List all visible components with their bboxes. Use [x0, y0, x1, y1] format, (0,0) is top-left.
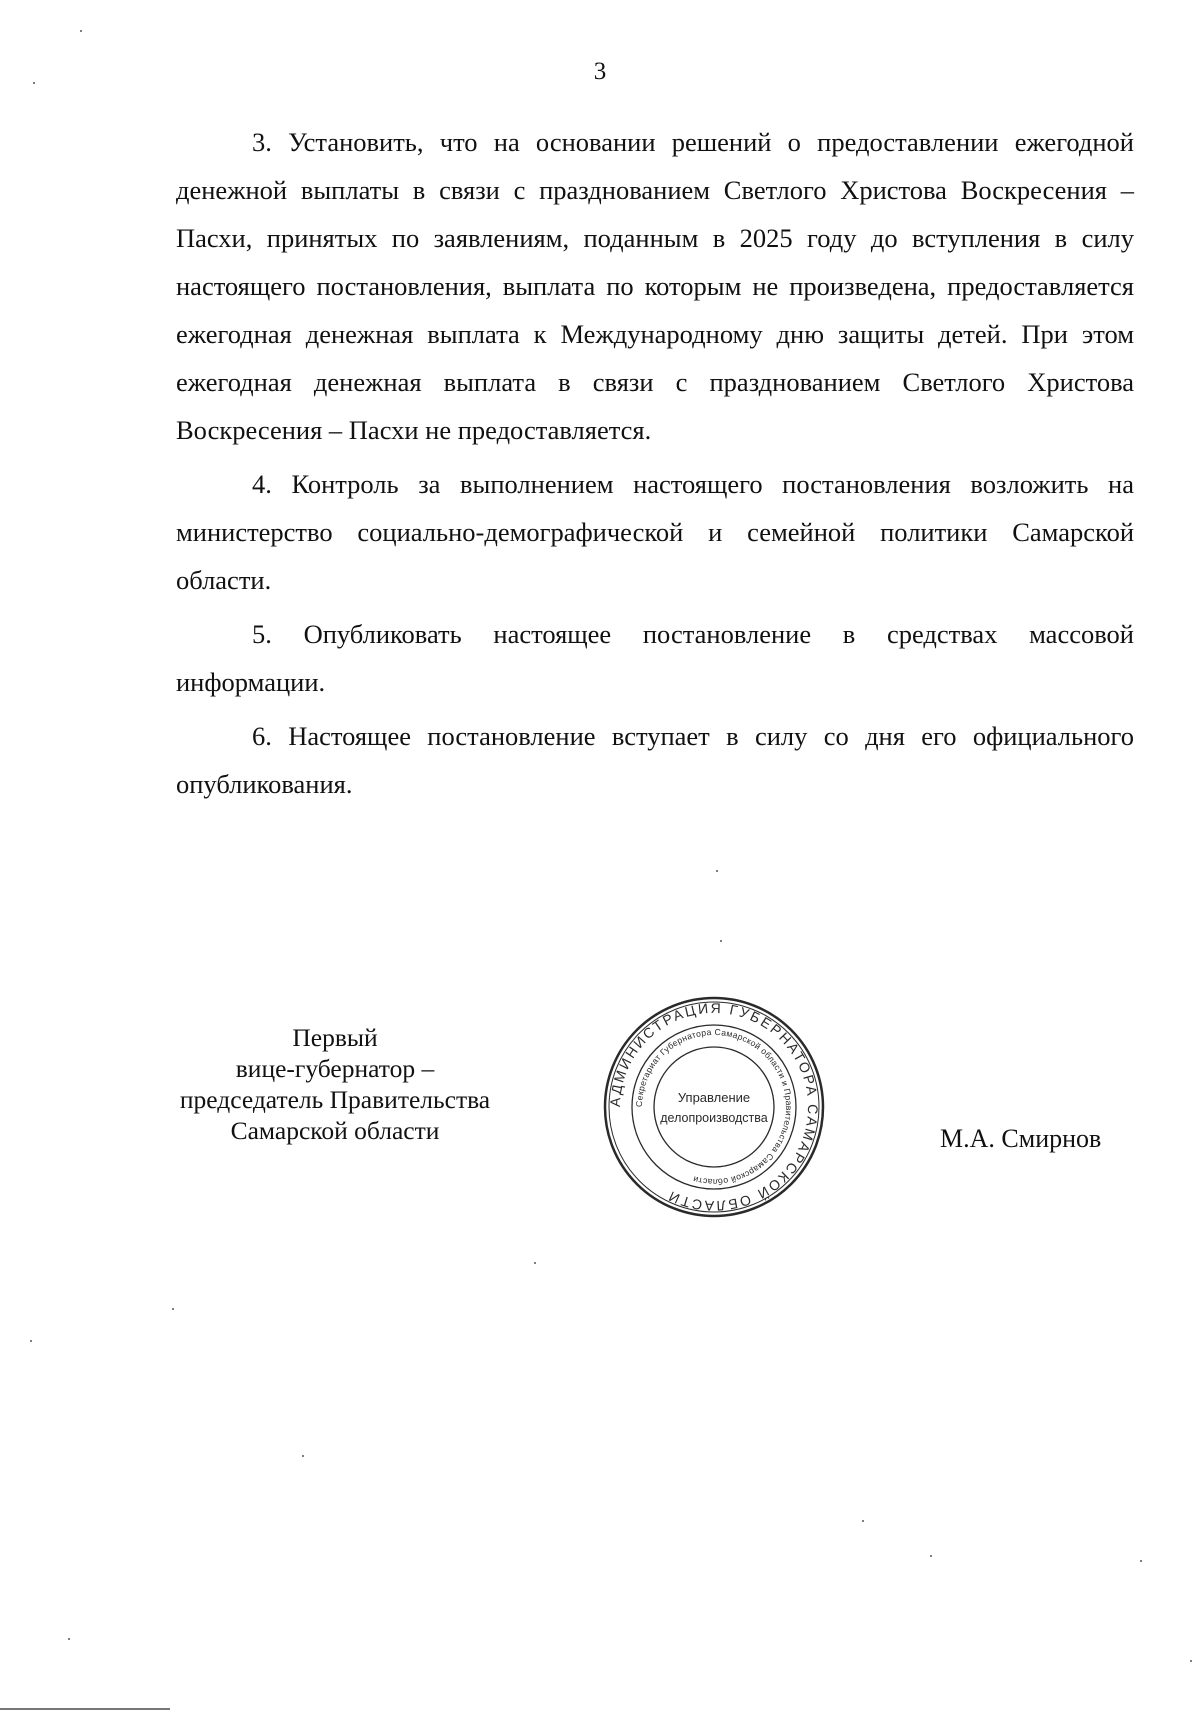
scan-speck [716, 870, 718, 872]
official-seal [602, 995, 826, 1219]
scan-speck [720, 940, 722, 942]
scan-speck [68, 1638, 70, 1640]
seal-center-line-1: Управление [677, 1090, 751, 1105]
seal-center-line-2: делопроизводства [660, 1111, 768, 1125]
scan-speck [80, 30, 82, 32]
paragraph-6: 6. Настоящее постановление вступает в силу со дня его официального опубликования. [176, 721, 1134, 799]
signatory-position [150, 1022, 520, 1146]
seal-middle-ring [632, 1025, 796, 1189]
paragraph-3: 3. Установить, что на основании решений о предоставлении ежегодной денежной выплаты в связи с празднованием Светлого Христова Воскресения – Пасхи, принятых по заявлениям, поданным в 2025 году до вступления в силу настоящего постановления, выплата по которым не произведена, предоставляется ежегодная денежная выплата к Международному дню защиты детей. При этом ежегодная денежная выплата в связи с празднованием Светлого Христова Воскресения – Пасхи не предоставляется. [176, 127, 1134, 445]
seal-inner-ring [654, 1047, 774, 1167]
seal-inner-text: Секретариат Губернатора Самарской области и Правительства Самарской области [633, 1026, 795, 1188]
scan-speck [862, 1520, 864, 1522]
scan-speck [534, 1262, 536, 1264]
seal-graphic [602, 995, 826, 1219]
page-number: 3 [593, 58, 607, 85]
scan-speck [302, 1455, 304, 1457]
scan-speck [930, 1555, 932, 1557]
signatory-name: М.А. Смирнов [940, 1124, 1102, 1153]
paragraph-5: 5. Опубликовать настоящее постановление в средствах массовой информации. [176, 619, 1134, 697]
seal-outer-text: АДМИНИСТРАЦИЯ ГУБЕРНАТОРА САМАРСКОЙ ОБЛАСТИ [606, 999, 822, 1215]
scan-speck [1140, 1560, 1142, 1562]
scan-speck [172, 1308, 174, 1310]
document-body [176, 118, 1134, 814]
signatory-position-line: председатель Правительства [179, 1085, 491, 1114]
signatory-position-line: Самарской области [230, 1116, 440, 1145]
scan-speck [30, 1340, 32, 1342]
paragraph-4: 4. Контроль за выполнением настоящего постановления возложить на министерство социально-демографической и семейной политики Самарской области. [176, 469, 1134, 595]
signatory-position-line: Первый [292, 1023, 378, 1052]
scan-edge-line [0, 1708, 170, 1710]
scan-speck [33, 82, 35, 84]
signatory-position-line: вице-губернатор – [235, 1054, 435, 1083]
scan-speck [1190, 1660, 1192, 1662]
